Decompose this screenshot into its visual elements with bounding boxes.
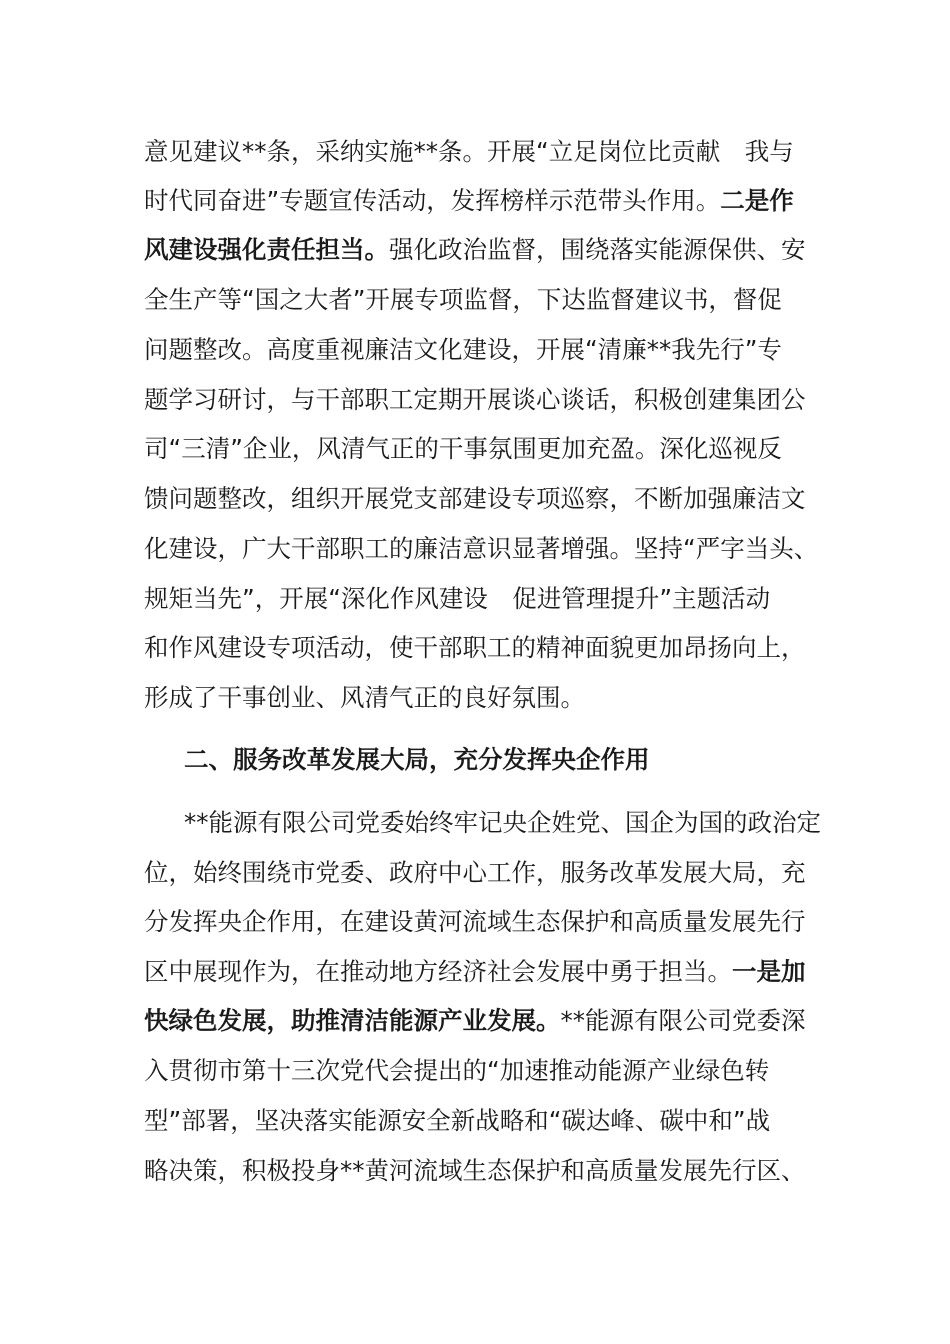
text-run: 题学习研讨，与干部职工定期开展谈心谈话，积极创建集团公 [144, 385, 806, 414]
bold-text-run: 快绿色发展，助推清洁能源产业发展。 [144, 1006, 561, 1035]
text-run: 时代同奋进”专题宣传活动，发挥榜样示范带头作用。 [144, 186, 721, 215]
paragraph-line [144, 1151, 824, 1191]
bold-text-run: 二是作 [720, 186, 794, 215]
paragraph-line [144, 1101, 824, 1141]
paragraph-line [144, 1001, 824, 1041]
paragraph-line [144, 853, 824, 893]
text-run: **能源有限公司党委始终牢记央企姓党、国企为国的政治定 [184, 808, 821, 837]
paragraph-line [144, 479, 824, 519]
text-run: 问题整改。高度重视廉洁文化建设，开展“清廉**我先行”专 [144, 335, 782, 364]
paragraph-line [144, 429, 824, 469]
text-run: 全生产等“国之大者”开展专项监督，下达监督建议书，督促 [144, 285, 782, 314]
text-run: 化建设，广大干部职工的廉洁意识显著增强。坚持“严字当头、 [144, 534, 819, 563]
text-run: 区中展现作为，在推动地方经济社会发展中勇于担当。 [144, 957, 732, 986]
paragraph-line [144, 902, 824, 942]
text-run: 分发挥央企作用，在建设黄河流域生态保护和高质量发展先行 [144, 907, 806, 936]
paragraph-line [144, 330, 824, 370]
text-run: 略决策，积极投身**黄河流域生态保护和高质量发展先行区、 [144, 1156, 806, 1185]
paragraph-line [144, 181, 824, 221]
paragraph-line [144, 1051, 824, 1091]
paragraph-line [144, 280, 824, 320]
bold-text-run: 风建设强化责任担当。 [144, 235, 389, 264]
text-run: 形成了干事创业、风清气正的良好氛围。 [144, 683, 585, 712]
paragraph-line [144, 579, 824, 619]
text-run: 入贯彻市第十三次党代会提出的“加速推动能源产业绿色转 [144, 1056, 770, 1085]
paragraph-line [144, 230, 824, 270]
text-run: **能源有限公司党委深 [560, 1006, 806, 1035]
text-run: 强化政治监督，围绕落实能源保供、安 [389, 235, 806, 264]
text-run: 意见建议**条，采纳实施**条。开展“立足岗位比贡献 我与 [144, 137, 794, 166]
paragraph-line [144, 952, 824, 992]
text-run: 和作风建设专项活动，使干部职工的精神面貌更加昂扬向上， [144, 633, 806, 662]
paragraph-line [184, 803, 864, 843]
text-run: 型”部署，坚决落实能源安全新战略和“碳达峰、碳中和”战 [144, 1106, 771, 1135]
section-heading: 二、服务改革发展大局，充分发挥央企作用 [184, 745, 650, 774]
paragraph-line [144, 529, 824, 569]
bold-text-run: 一是加 [732, 957, 806, 986]
text-run: 规矩当先”，开展“深化作风建设 促进管理提升”主题活动 [144, 584, 771, 613]
paragraph-line [144, 132, 824, 172]
text-run: 司“三清”企业，风清气正的干事氛围更加充盈。深化巡视反 [144, 434, 782, 463]
paragraph-line [144, 678, 824, 718]
text-run: 位，始终围绕市党委、政府中心工作，服务改革发展大局，充 [144, 858, 806, 887]
text-run: 馈问题整改，组织开展党支部建设专项巡察，不断加强廉洁文 [144, 484, 806, 513]
paragraph-line [144, 380, 824, 420]
paragraph-line [144, 628, 824, 668]
